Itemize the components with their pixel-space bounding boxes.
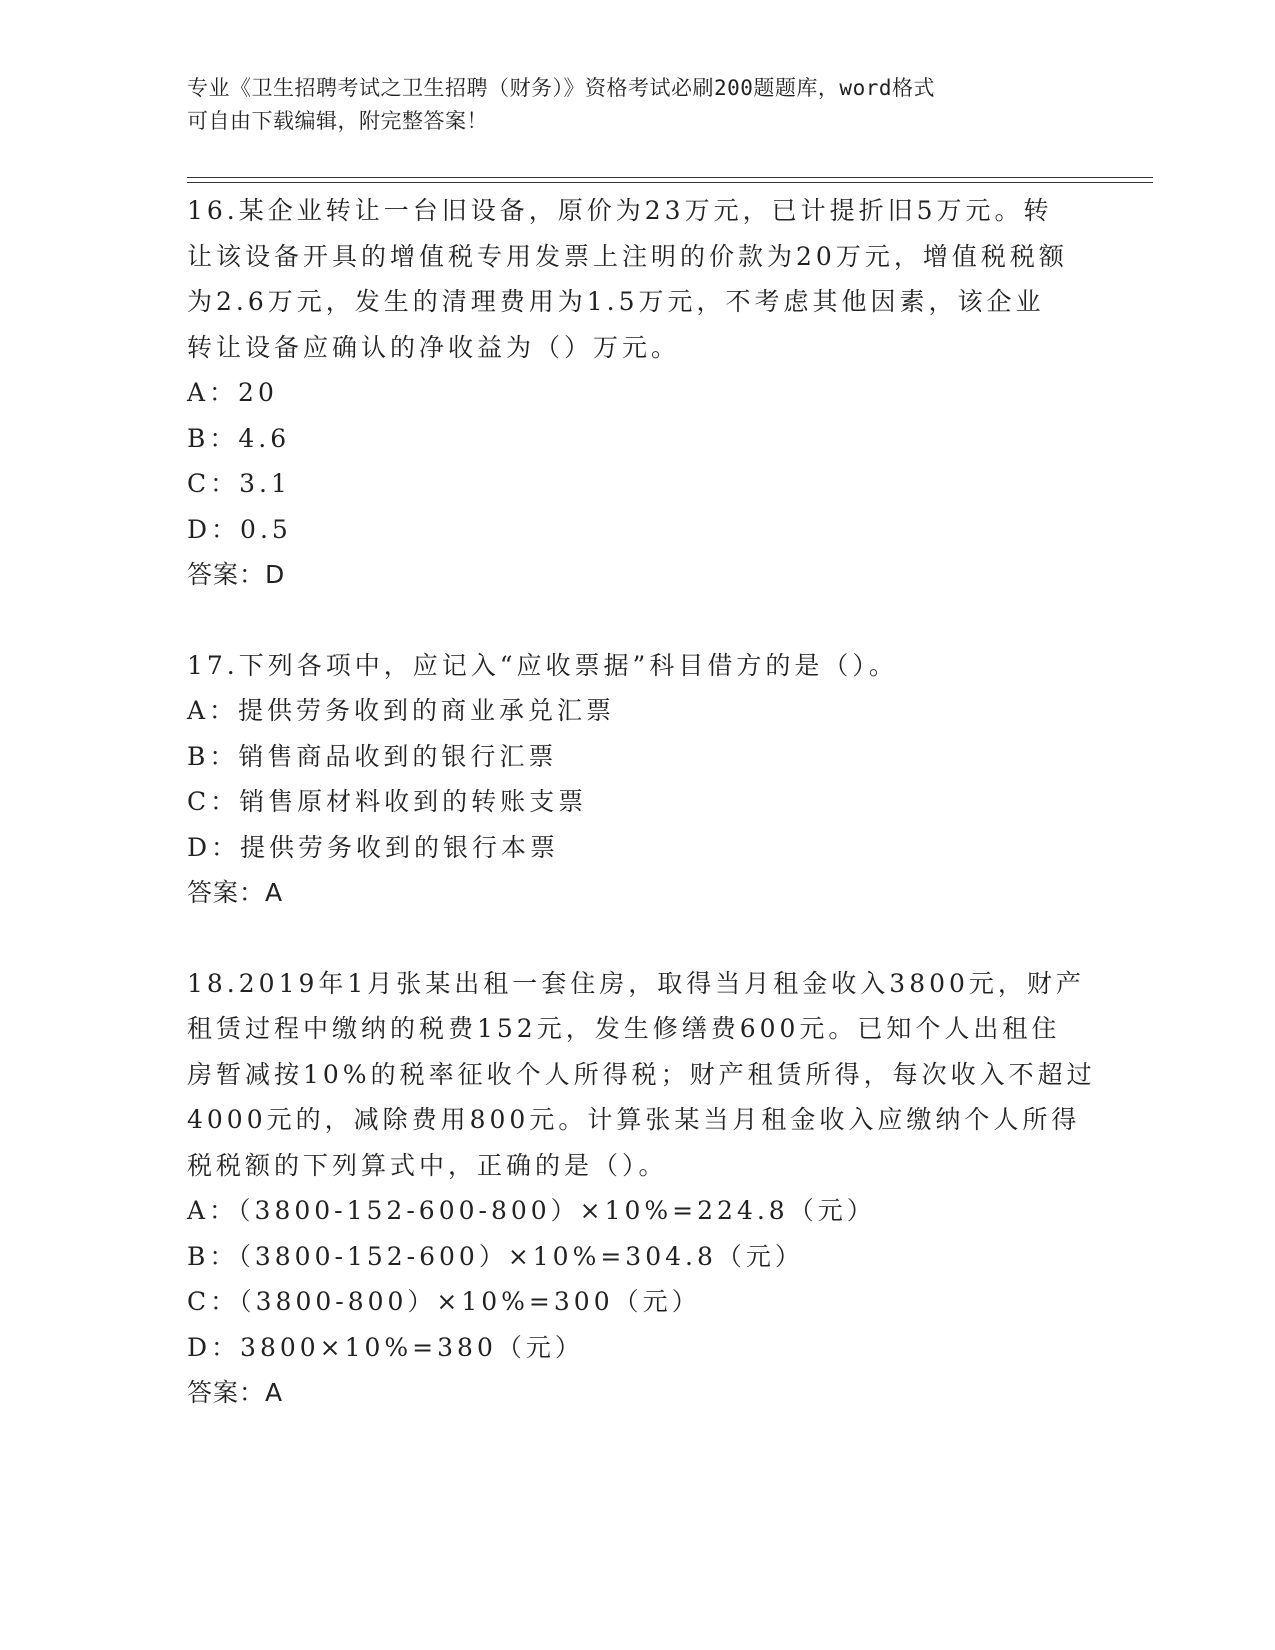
option-a: A：20 <box>187 378 278 407</box>
question-stem-line: 房暂减按10%的税率征收个人所得税；财产租赁所得，每次收入不超过 <box>187 1059 1096 1089</box>
question-list <box>187 188 1096 1416</box>
option-d: D：3800×10%=380（元） <box>187 1332 584 1362</box>
option-a: A：提供劳务收到的商业承兑汇票 <box>187 696 616 725</box>
option-d: D：0.5 <box>187 514 292 544</box>
question-17 <box>187 643 1087 916</box>
question-stem-line: 为2.6万元，发生的清理费用为1.5万元，不考虑其他因素，该企业 <box>187 287 1045 316</box>
option-c: C：3.1 <box>187 469 291 498</box>
question-stem-line: 让该设备开具的增值税专用发票上注明的价款为20万元，增值税税额 <box>187 241 1068 271</box>
document-header <box>187 72 1087 138</box>
question-18 <box>187 961 1096 1416</box>
question-stem-line: 租赁过程中缴纳的税费152元，发生修缮费600元。已知个人出租住 <box>187 1014 1061 1043</box>
question-stem-line: 税税额的下列算式中，正确的是（）。 <box>187 1150 668 1180</box>
option-c: C：销售原材料收到的转账支票 <box>187 787 588 816</box>
question-16 <box>187 188 1087 598</box>
question-spacer <box>187 598 1087 643</box>
answer-line: 答案：D <box>187 560 286 589</box>
option-d: D：提供劳务收到的银行本票 <box>187 832 560 862</box>
header-line-2: 可自由下载编辑，附完整答案！ <box>187 109 488 133</box>
answer-line: 答案：A <box>187 1378 284 1407</box>
question-stem-line: 转让设备应确认的净收益为（）万元。 <box>187 332 681 362</box>
header-line-1: 专业《卫生招聘考试之卫生招聘（财务）》资格考试必刷200题题库，word格式 <box>187 76 935 100</box>
question-stem-line: 16.某企业转让一台旧设备，原价为23万元，已计提折旧5万元。转 <box>187 196 1053 225</box>
option-c: C：（3800-800）×10%=300（元） <box>187 1287 701 1316</box>
header-divider-top <box>187 177 1153 178</box>
header-divider-bottom <box>187 182 1153 183</box>
option-b: B：4.6 <box>187 423 291 453</box>
question-spacer <box>187 916 1087 961</box>
answer-line: 答案：A <box>187 878 284 907</box>
option-b: B：（3800-152-600）×10%=304.8（元） <box>187 1241 804 1271</box>
question-stem-line: 17.下列各项中，应记入“应收票据”科目借方的是（）。 <box>187 650 898 680</box>
option-a: A：（3800-152-600-800）×10%=224.8（元） <box>187 1196 876 1225</box>
question-stem-line: 18.2019年1月张某出租一套住房，取得当月租金收入3800元，财产 <box>187 968 1085 998</box>
question-stem-line: 4000元的，减除费用800元。计算张某当月租金收入应缴纳个人所得 <box>187 1105 1081 1134</box>
option-b: B：销售商品收到的银行汇票 <box>187 741 558 771</box>
